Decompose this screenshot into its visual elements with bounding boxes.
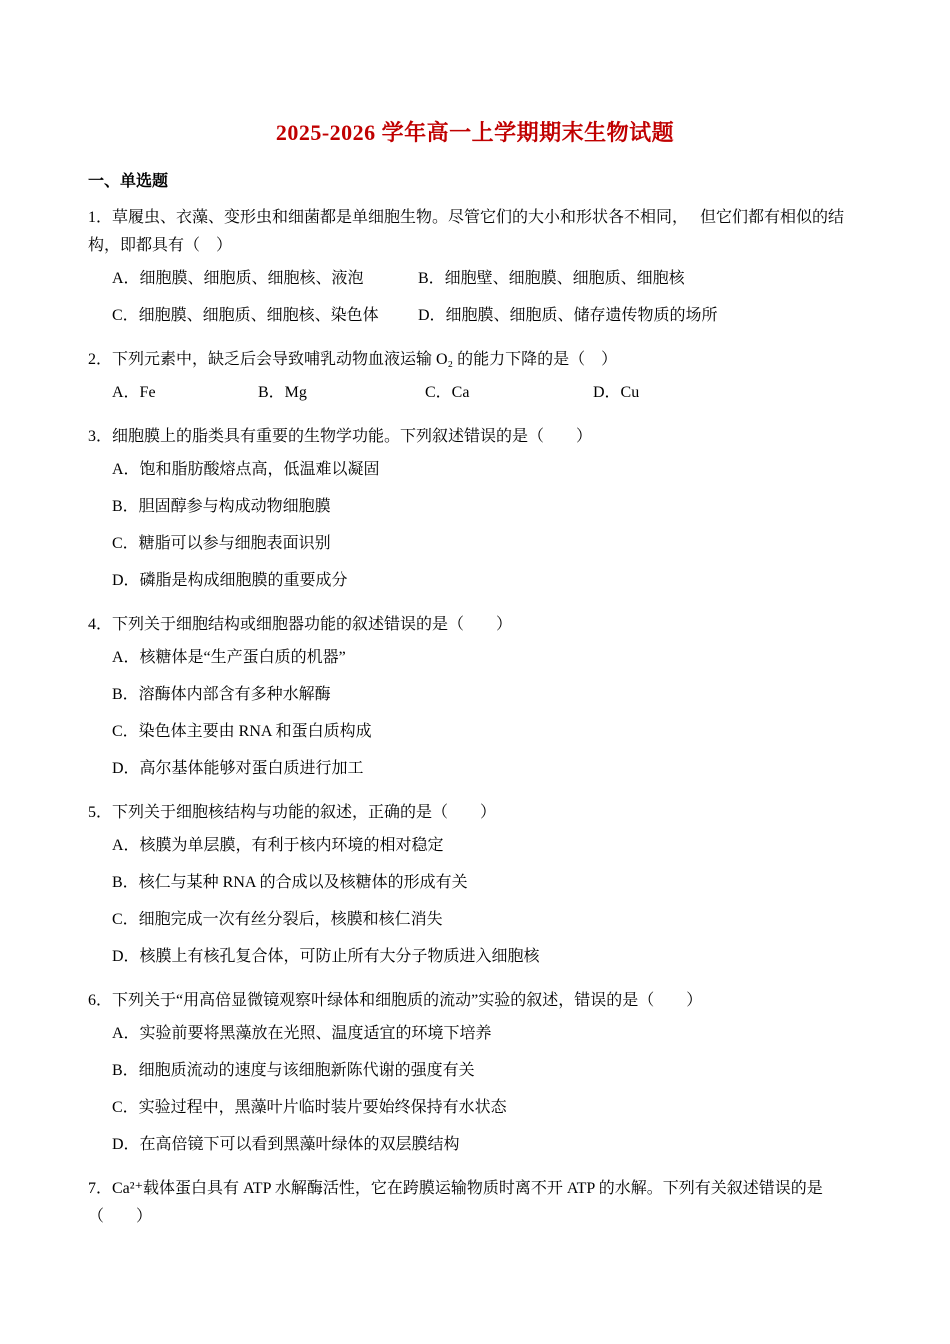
section-heading: 一、单选题 (88, 173, 169, 190)
question-options (112, 639, 862, 787)
question-stem: 3．细胞膜上的脂类具有重要的生物学功能。下列叙述错误的是（ ） (88, 428, 593, 445)
question-block (88, 987, 862, 1163)
question-options (112, 1015, 862, 1163)
option-item: A．Fe (112, 384, 156, 401)
question-stem: 1．草履虫、衣藻、变形虫和细菌都是单细胞生物。尽管它们的大小和形状各不相同， 但它们都有相似的结构，即都具有（ ） (88, 209, 845, 254)
option-item: D．核膜上有核孔复合体，可防止所有大分子物质进入细胞核 (112, 948, 540, 965)
question-stem: 6．下列关于“用高倍显微镜观察叶绿体和细胞质的流动”实验的叙述，错误的是（ ） (88, 992, 703, 1009)
option-item: C．糖脂可以参与细胞表面识别 (112, 535, 331, 552)
option-item: B．溶酶体内部含有多种水解酶 (112, 686, 331, 703)
question-options (112, 451, 862, 599)
question-options (112, 827, 862, 975)
option-item: B．核仁与某种 RNA 的合成以及核糖体的形成有关 (112, 874, 468, 891)
question-stem: 2．下列元素中，缺乏后会导致哺乳动物血液运输 O₂ 的能力下降的是（ ） (88, 351, 618, 368)
option-item: B．Mg (258, 384, 307, 401)
option-item: D．细胞膜、细胞质、储存遗传物质的场所 (418, 307, 718, 324)
question-block (88, 611, 862, 787)
document-title: 2025-2026 学年高一上学期期末生物试题 (275, 120, 675, 145)
question-block (88, 423, 862, 599)
option-item: B．细胞质流动的速度与该细胞新陈代谢的强度有关 (112, 1062, 475, 1079)
option-item: D．高尔基体能够对蛋白质进行加工 (112, 760, 364, 777)
option-item: C．细胞完成一次有丝分裂后，核膜和核仁消失 (112, 911, 443, 928)
question-block (88, 1175, 862, 1231)
option-item: A．核膜为单层膜，有利于核内环境的相对稳定 (112, 837, 444, 854)
option-item: A．饱和脂肪酸熔点高，低温难以凝固 (112, 461, 380, 478)
question-stem: 7．Ca²⁺载体蛋白具有 ATP 水解酶活性，它在跨膜运输物质时离不开 ATP 的水解。下列有关叙述错误的是（ ） (88, 1180, 823, 1225)
option-item: D．在高倍镜下可以看到黑藻叶绿体的双层膜结构 (112, 1136, 460, 1153)
option-item: D．Cu (593, 384, 640, 401)
question-stem: 5．下列关于细胞核结构与功能的叙述，正确的是（ ） (88, 804, 497, 821)
option-item: C．实验过程中，黑藻叶片临时装片要始终保持有水状态 (112, 1099, 507, 1116)
option-item: C．染色体主要由 RNA 和蛋白质构成 (112, 723, 372, 740)
option-item: A．核糖体是“生产蛋白质的机器” (112, 649, 346, 666)
question-stem: 4．下列关于细胞结构或细胞器功能的叙述错误的是（ ） (88, 616, 513, 633)
question-options (112, 374, 862, 411)
question-options (112, 260, 862, 334)
questions-list (88, 204, 862, 1231)
option-item: A．细胞膜、细胞质、细胞核、液泡 (112, 270, 364, 287)
question-block (88, 204, 862, 334)
option-item: B．细胞壁、细胞膜、细胞质、细胞核 (418, 270, 685, 287)
option-item: D．磷脂是构成细胞膜的重要成分 (112, 572, 348, 589)
question-block (88, 346, 862, 411)
question-block (88, 799, 862, 975)
option-item: C．细胞膜、细胞质、细胞核、染色体 (112, 307, 379, 324)
option-item: C．Ca (425, 384, 470, 401)
option-item: B．胆固醇参与构成动物细胞膜 (112, 498, 331, 515)
option-item: A．实验前要将黑藻放在光照、温度适宜的环境下培养 (112, 1025, 492, 1042)
